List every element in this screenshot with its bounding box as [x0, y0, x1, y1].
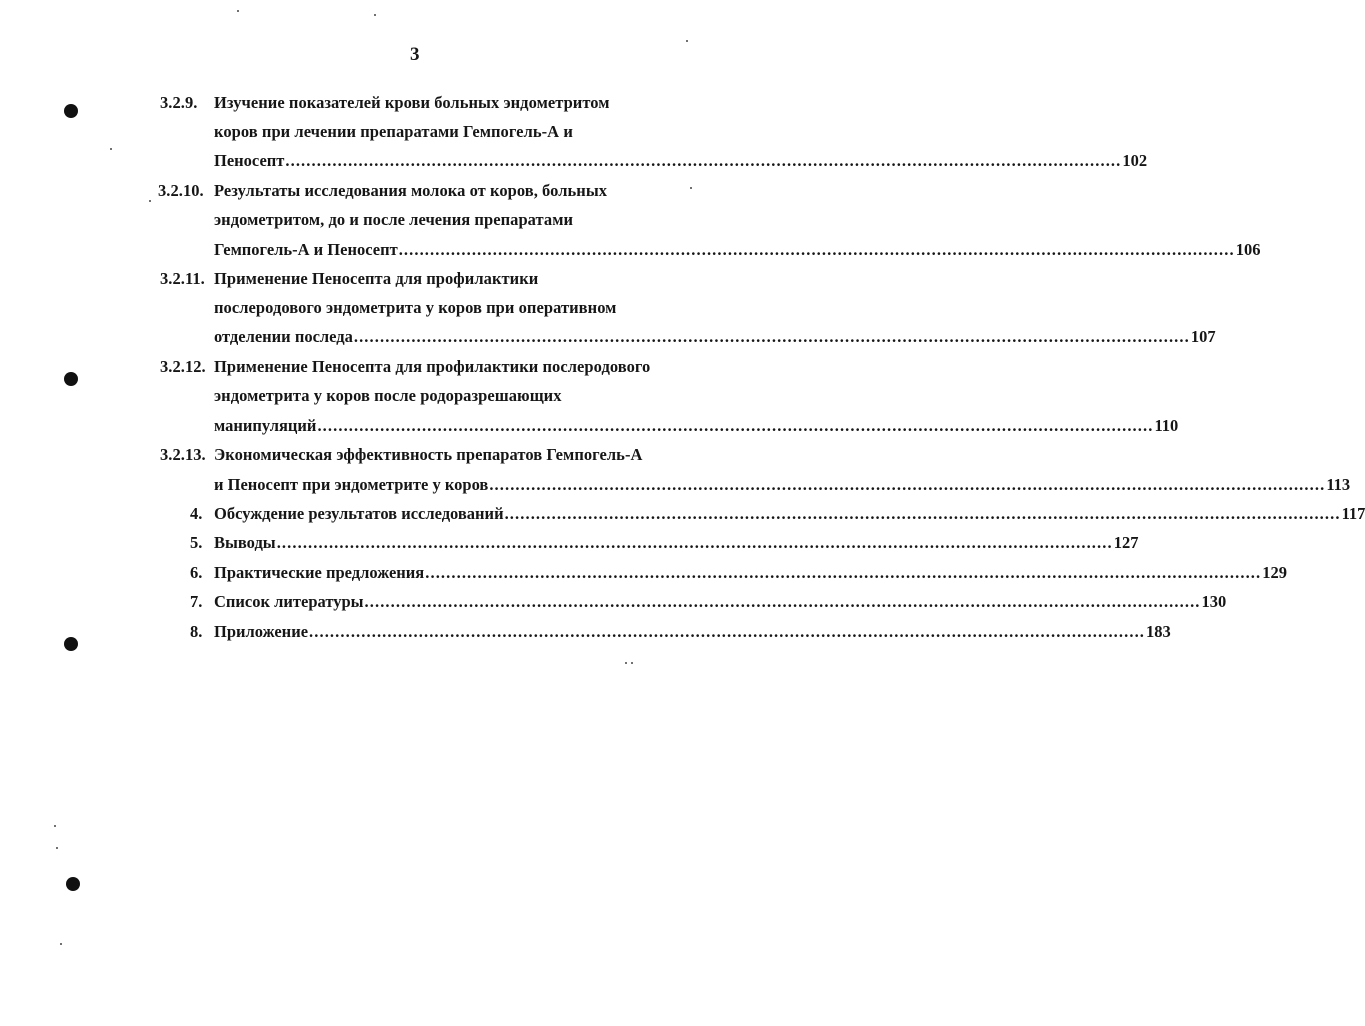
toc-entry-title-line: послеродового эндометрита у коров при оперативном — [214, 298, 617, 317]
toc-entry-number: 3.2.11. — [160, 269, 205, 288]
page-number: 3 — [410, 44, 420, 65]
toc-entry-title-line: Практические предложения — [214, 563, 425, 582]
toc-entry-title-line: отделении последа — [214, 327, 353, 346]
toc-page-number: 107 — [1190, 327, 1216, 346]
toc-entry-leader-line — [214, 533, 1139, 553]
toc-entry-title-line: и Пеносепт при эндометрите у коров — [214, 475, 489, 494]
toc-entry-title-line: Обсуждение результатов исследований — [214, 504, 504, 523]
toc-entry-title-line: Гемпогель-А и Пеносепт — [214, 240, 398, 259]
dot-leader: ................................................................................................................................................................ — [489, 475, 1326, 494]
toc-entry-leader-line — [214, 327, 1216, 347]
toc-entry-title-line: коров при лечении препаратами Гемпогель-А и — [214, 122, 573, 141]
toc-entry-number: 4. — [190, 504, 203, 523]
toc-page-number: 113 — [1326, 475, 1351, 494]
toc-entry-leader-line — [214, 563, 1287, 583]
toc-entry-title-line: Применение Пеносепта для профилактики — [214, 269, 539, 288]
toc-page-number: 117 — [1341, 504, 1365, 523]
scan-speck — [631, 662, 633, 664]
toc-entry-number: 8. — [190, 622, 203, 641]
toc-entry-leader-line — [214, 240, 1261, 260]
toc-page-number: 130 — [1201, 592, 1227, 611]
toc-entry-title-line: эндометритом, до и после лечения препаратами — [214, 210, 574, 229]
toc-entry-title-line: манипуляций — [214, 416, 317, 435]
toc-entry-number: 3.2.12. — [160, 357, 206, 376]
dot-leader: ................................................................................................................................................................ — [276, 533, 1113, 552]
dot-leader: ................................................................................................................................................................ — [353, 327, 1190, 346]
toc-entry-number: 3.2.10. — [158, 181, 204, 200]
scan-speck — [54, 825, 56, 827]
dot-leader: ................................................................................................................................................................ — [504, 504, 1341, 523]
toc-entry-number: 3.2.9. — [160, 93, 198, 112]
dot-leader: ................................................................................................................................................................ — [425, 563, 1262, 582]
punch-hole — [64, 637, 78, 651]
dot-leader: ................................................................................................................................................................ — [317, 416, 1154, 435]
scan-speck — [60, 943, 62, 945]
toc-page-number: 110 — [1154, 416, 1179, 435]
toc-page-number: 106 — [1235, 240, 1261, 259]
toc-entry-title-line: Приложение — [214, 622, 309, 641]
toc-entry-title-line: Выводы — [214, 533, 276, 552]
toc-entry-number: 3.2.13. — [160, 445, 206, 464]
toc-entry-leader-line — [214, 592, 1227, 612]
toc-entry-leader-line — [214, 475, 1351, 495]
toc-entry-number: 5. — [190, 533, 203, 552]
toc-page-number: 102 — [1122, 151, 1148, 170]
scan-speck — [110, 148, 112, 150]
scan-speck — [690, 187, 692, 189]
toc-entry-title-line: Результаты исследования молока от коров, больных — [214, 181, 608, 200]
dot-leader: ................................................................................................................................................................ — [398, 240, 1235, 259]
toc-page-number: 183 — [1146, 622, 1171, 641]
scan-speck — [56, 847, 58, 849]
toc-page-number: 127 — [1113, 533, 1139, 552]
toc-entry-title-line: Применение Пеносепта для профилактики послеродового — [214, 357, 651, 376]
scan-speck — [374, 14, 376, 16]
toc-entry-title-line: Экономическая эффективность препаратов Гемпогель-А — [214, 445, 643, 464]
punch-hole — [64, 372, 78, 386]
scan-speck — [237, 10, 239, 12]
toc-entry-number: 6. — [190, 563, 203, 582]
dot-leader: ................................................................................................................................................................ — [285, 151, 1122, 170]
toc-entry-leader-line — [214, 504, 1365, 524]
toc-entry-leader-line — [214, 416, 1179, 436]
scan-speck — [686, 40, 688, 42]
toc-entry-number: 7. — [190, 592, 203, 611]
toc-page-number: 129 — [1262, 563, 1287, 582]
toc-entry-leader-line — [214, 151, 1148, 171]
toc-entry-title-line: Изучение показателей крови больных эндометритом — [214, 93, 610, 112]
toc-entry-title-line: Список литературы — [214, 592, 364, 611]
toc-entry-leader-line — [214, 622, 1171, 642]
scan-speck — [149, 200, 151, 202]
dot-leader: ................................................................................................................................................................ — [309, 622, 1146, 641]
toc-entry-title-line: Пеносепт — [214, 151, 285, 170]
toc-entry-title-line: эндометрита у коров после родоразрешающих — [214, 386, 562, 405]
punch-hole — [66, 877, 80, 891]
punch-hole — [64, 104, 78, 118]
scan-speck — [625, 662, 627, 664]
dot-leader: ................................................................................................................................................................ — [364, 592, 1201, 611]
